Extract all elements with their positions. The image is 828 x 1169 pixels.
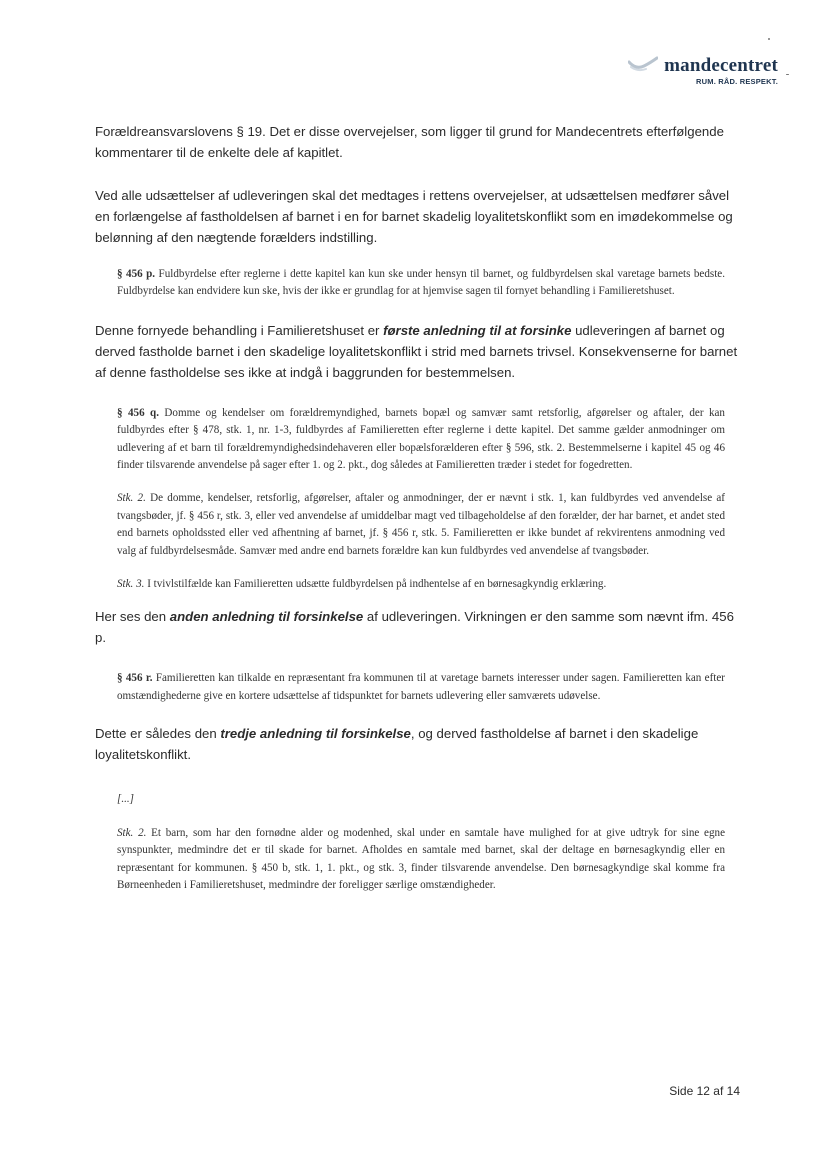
text-span: af udleveringen. Virkningen er den samme som nævnt ifm. 456 p. bbox=[95, 609, 734, 646]
stk-label: Stk. 2. bbox=[117, 826, 147, 839]
emphasis: anden anledning til forsinkelse bbox=[169, 609, 364, 625]
text-span: udleveringen af barnet og derved fastholde barnet i den skadelige loyalitetskonflikt i strid med barnets trivsel. Konsekvenserne for barnet af denne fastholdelse ses ikke at indgå i baggrunden for bestemmelsen. bbox=[95, 322, 738, 380]
section-number: § 456 r. bbox=[117, 672, 153, 685]
body-paragraph: Ved alle udsættelser af udleveringen skal det medtages i rettens overvejelser, at udsættelsen medfører såvel en forlængelse af fastholdelsen af barnet i en for barnet skadelig loyalitetskonflikt som en imødekommelse og belønning af den nægtende forælders indstilling. bbox=[95, 188, 733, 245]
quote-text: Fuldbyrdelse efter reglerne i dette kapitel kan kun ske under hensyn til barnet, og fuldbyrdelsen skal varetage barnets bedste. Fuldbyrdelse kan endvidere kun ske, hvis der ikke er grundlag for at hjemvise sagen til fornyet behandling i Familieretshuset. bbox=[117, 268, 725, 298]
text-span: Dette er således den bbox=[95, 726, 221, 742]
law-quote-stk2-samtale bbox=[117, 825, 725, 895]
scan-speck bbox=[786, 74, 789, 75]
stk-label: Stk. 3. bbox=[117, 578, 145, 591]
quote-text: Et barn, som har den fornødne alder og modenhed, skal under en samtale have mulighed for at give udtryk for sine egne synspunkter, medmindre det er til skade for barnet. Afholdes en samtale med barnet, skal der deltage en børnesagkyndig eller en repræsentant for kommunen. § 450 b, stk. 1, 1. pkt., og stk. 3, finder tilsvarende anvendelse. Den børnesagkyndige skal komme fra Børneenheden i Familieretshuset, medmindre der foreligger særlige omstændigheder. bbox=[117, 826, 725, 891]
body-paragraph: Forældreansvarslovens § 19. Det er disse overvejelser, som ligger til grund for Mandecentrets efterfølgende kommentarer til de enkelte dele af kapitlet. bbox=[95, 124, 724, 160]
logo-brand: mandecentret bbox=[664, 55, 778, 76]
quote-text: I tvivlstilfælde kan Familieretten udsætte fuldbyrdelsen på indhentelse af en børnesagkyndig erklæring. bbox=[144, 578, 607, 591]
body-paragraph bbox=[95, 320, 745, 383]
body-paragraph bbox=[95, 606, 745, 648]
section-number: § 456 q. bbox=[117, 406, 159, 419]
logo bbox=[628, 56, 778, 86]
body-paragraph bbox=[95, 723, 745, 765]
emphasis: tredje anledning til forsinkelse bbox=[220, 726, 411, 742]
law-quote-456q bbox=[117, 405, 725, 475]
scan-speck bbox=[768, 38, 770, 40]
logo-mark-icon bbox=[628, 56, 658, 72]
emphasis: første anledning til at forsinke bbox=[383, 322, 572, 338]
quote-text: Domme og kendelser om forældremyndighed, barnets bopæl og samvær samt retsforlig, afgørelser og aftaler, der kan fuldbyrdes efter § 478, stk. 1, nr. 1-3, fuldbyrdes af Familieretten efter reglerne i dette kapitel. Det samme gælder anmodninger om udlevering af et barn til forældremyndighedsindehaveren eller bopælsforælderen efter § 596, stk. 2. Bestemmelserne i kapitel 45 og 46 finder tilsvarende anvendelse på sager efter 1. og 2. pkt., dog således at Familieretten træder i stedet for fogedretten. bbox=[117, 406, 725, 472]
omission-mark: [...] bbox=[117, 793, 134, 806]
text-span: , og derved fastholdelse af barnet i den skadelige loyalitetskonflikt. bbox=[95, 726, 699, 763]
text-span: Her ses den bbox=[95, 609, 170, 625]
quote-text: Familieretten kan tilkalde en repræsentant fra kommunen til at varetage barnets interesser under sagen. Familieretten kan efter omstændighederne give en kortere udsættelse af tidspunktet for barnets udlevering eller samværets udøvelse. bbox=[117, 672, 725, 702]
section-number: § 456 p. bbox=[117, 268, 156, 280]
stk-label: Stk. 2. bbox=[117, 492, 146, 505]
text-span: Denne fornyede behandling i Familieretshuset er bbox=[95, 322, 384, 338]
document-body bbox=[95, 121, 745, 894]
quote-text: De domme, kendelser, retsforlig, afgørelser, aftaler og anmodninger, der er nævnt i stk. 1, kan fuldbyrdes ved anvendelse af tvangsbøder, jf. § 456 r, stk. 3, eller ved anvendelse af umiddelbar magt ved tilbageholdelse af den forælder, der har barnet, et andet sted end barnets opholdssted eller ved afhentning af barnet, jf. § 456 r, stk. 5. Familieretten er ikke bundet af rekvirentens anmodning ved valg af fuldbyrdelsesmåde. Samvær med andre end barnets forældre kan kun fuldbyrdes ved anvendelse af tvangsbøder. bbox=[117, 492, 726, 557]
law-quote-stk3 bbox=[117, 576, 725, 593]
logo-tagline: RUM. RÅD. RESPEKT. bbox=[696, 77, 778, 86]
law-quote-stk2 bbox=[117, 490, 725, 560]
law-quote-456r bbox=[117, 670, 725, 705]
page-number: Side 12 af 14 bbox=[669, 1084, 740, 1098]
law-quote-456p bbox=[117, 266, 725, 301]
